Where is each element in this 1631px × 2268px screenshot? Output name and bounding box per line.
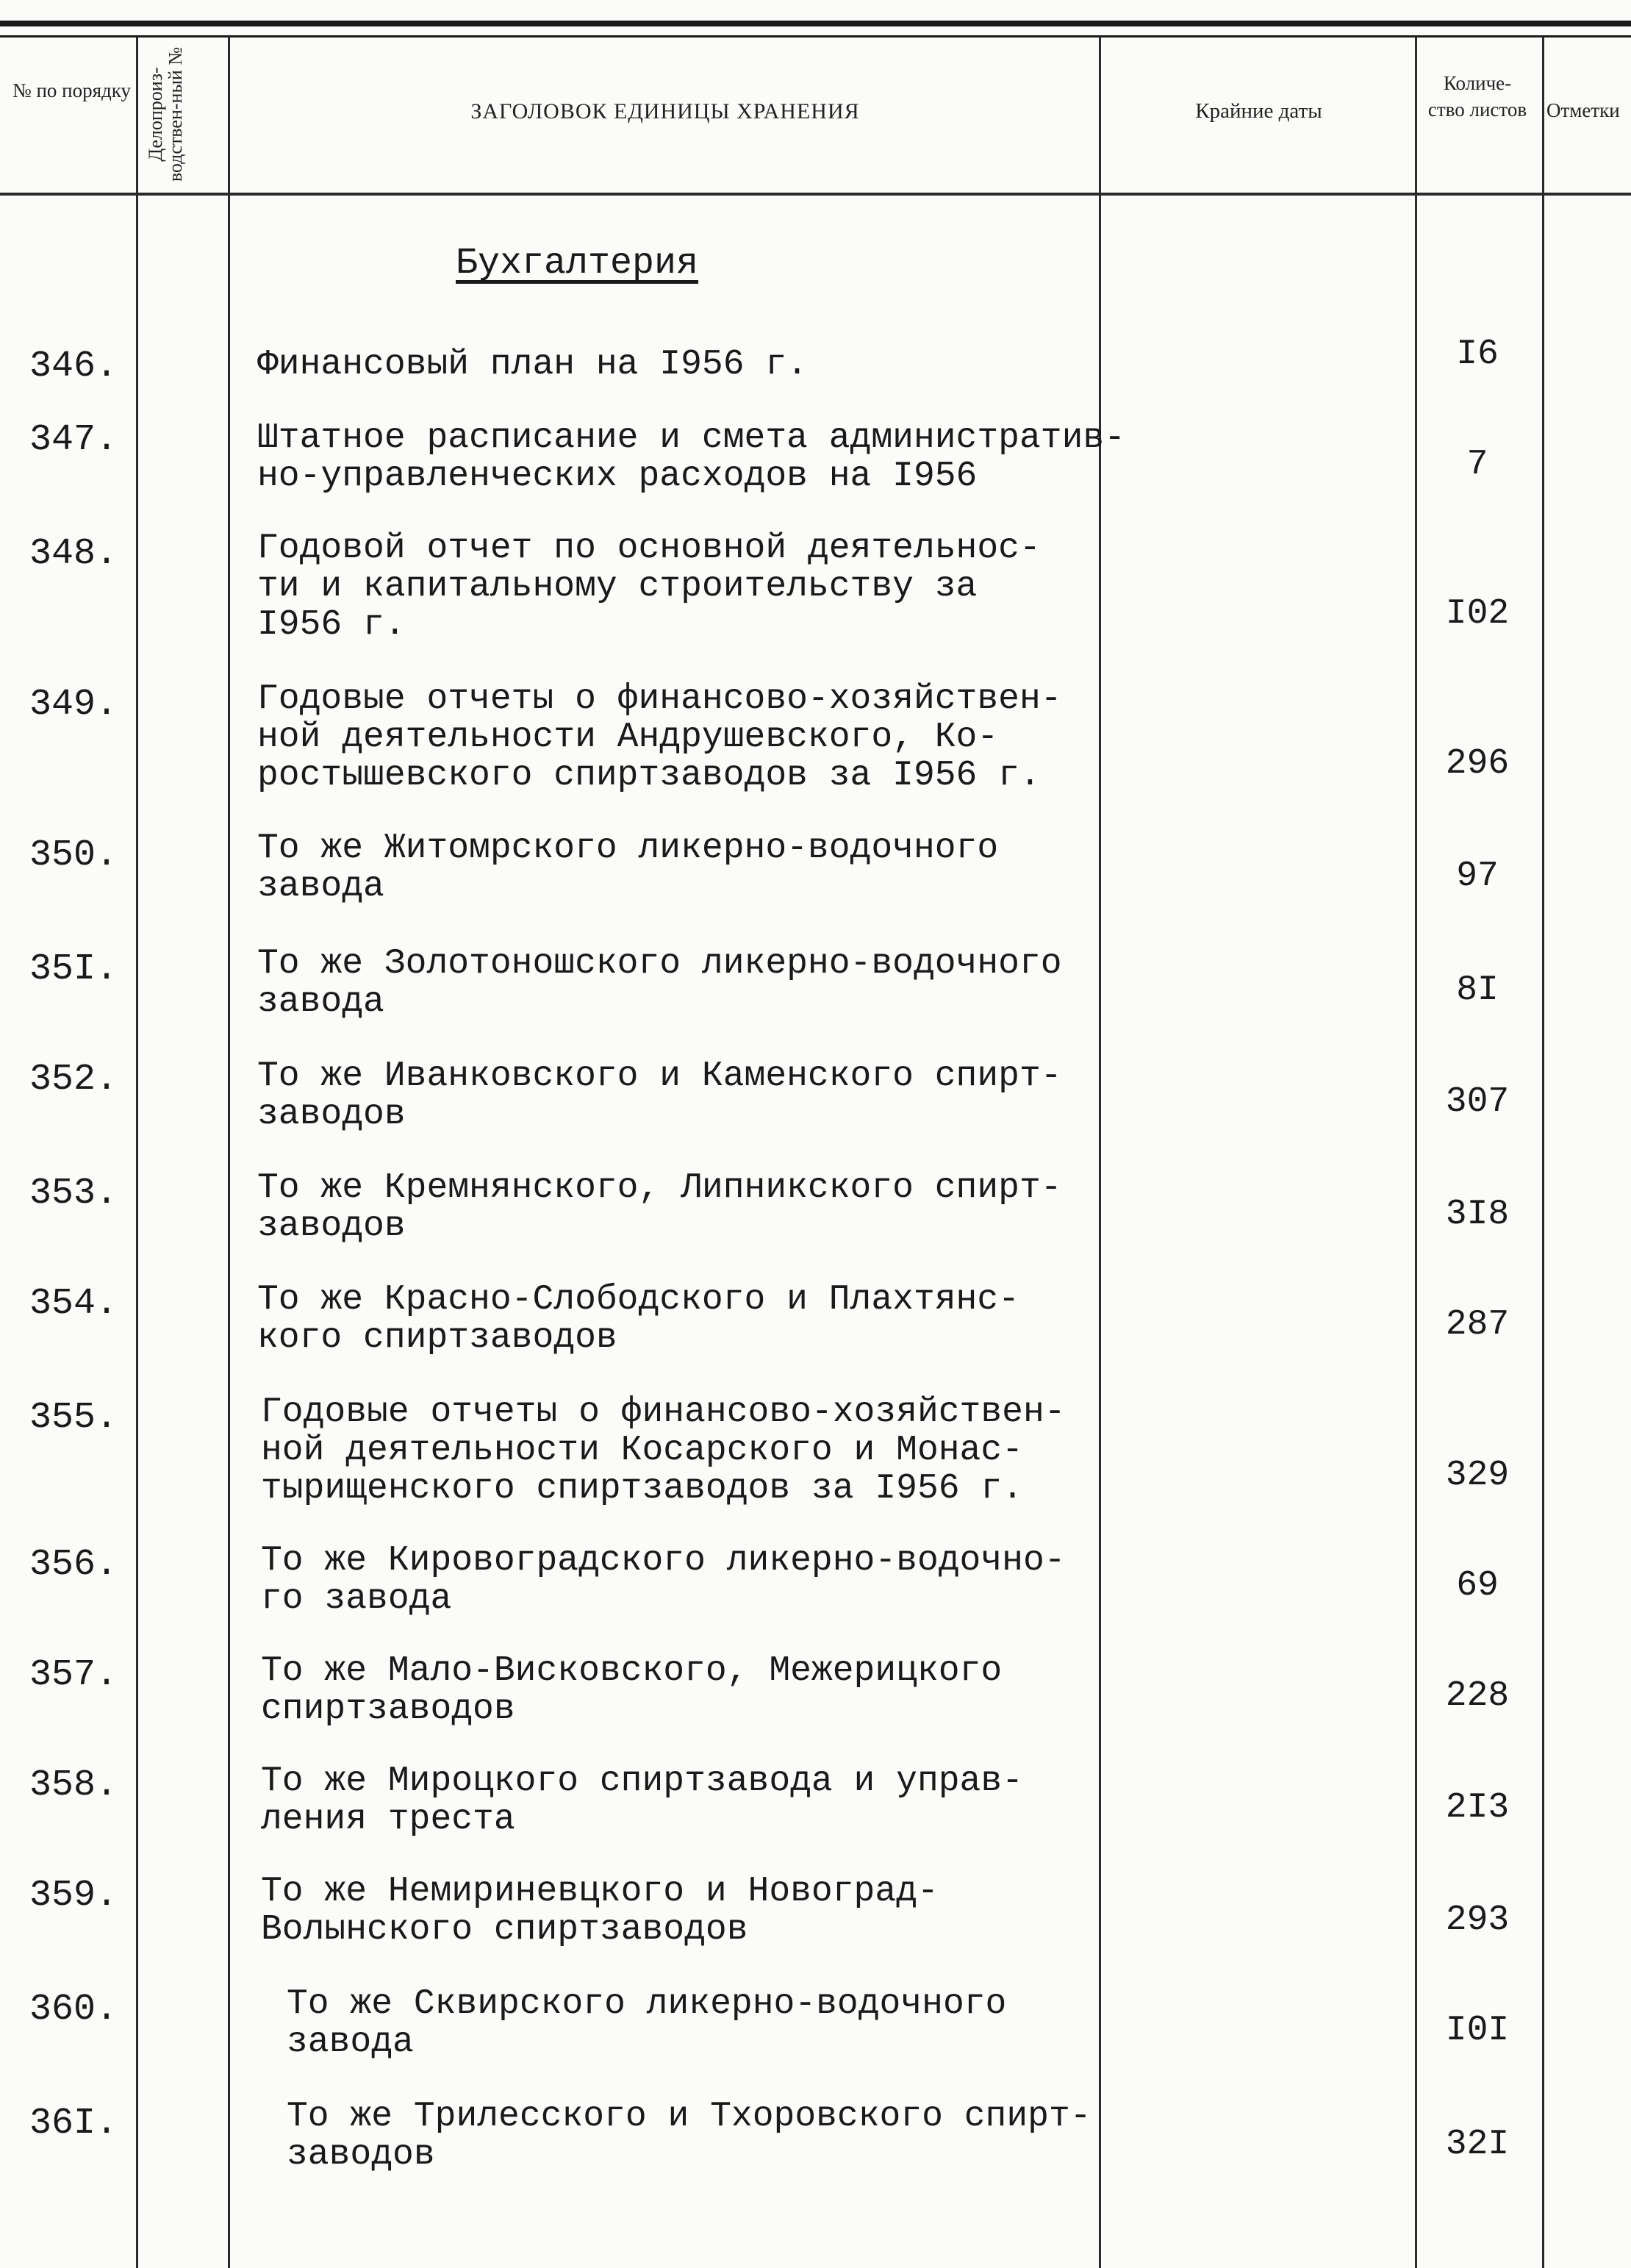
header-sheets — [1426, 70, 1529, 124]
row-sheets: 2I3 — [1445, 1788, 1510, 1828]
row-title: То же Сквирского ликерно-водочного завода — [287, 1984, 1007, 2062]
column-divider — [1542, 37, 1544, 2268]
row-number: 36I. — [29, 2103, 118, 2144]
row-title: То же Трилесского и Тхоровского спирт- заводов — [287, 2097, 1091, 2175]
row-sheets: 307 — [1445, 1082, 1510, 1122]
header-number — [11, 77, 132, 104]
row-sheets: 69 — [1456, 1566, 1499, 1606]
row-number: 352. — [29, 1059, 118, 1101]
row-title: То же Немириневцкого и Новоград- Волынского спиртзаводов — [261, 1872, 939, 1950]
header-office-number — [146, 39, 186, 190]
row-number: 358. — [29, 1764, 118, 1806]
row-sheets: 7 — [1466, 445, 1488, 484]
row-number: 348. — [29, 533, 118, 575]
row-number: 356. — [29, 1544, 118, 1586]
row-title: Штатное расписание и смета административ- но-управленческих расходов на I956 — [257, 418, 1125, 496]
header-notes-label: Отметки — [1546, 99, 1620, 121]
column-divider — [1099, 37, 1101, 2268]
header-title-label: ЗАГОЛОВОК ЕДИНИЦЫ ХРАНЕНИЯ — [470, 99, 860, 124]
row-title: То же Житомрского ликерно-водочного завода — [257, 829, 999, 906]
row-sheets: 8I — [1456, 970, 1499, 1010]
header-sheets-label: Количе-ство листов — [1427, 72, 1527, 121]
header-number-label: № по порядку — [12, 79, 132, 101]
row-title: Годовой отчет по основной деятельнос- ти и капитальному строительству за I956 г. — [257, 529, 1041, 645]
row-number: 360. — [29, 1989, 118, 2031]
row-number: 353. — [29, 1173, 118, 1215]
top-rule-thin — [0, 35, 1631, 37]
row-sheets: 329 — [1445, 1456, 1510, 1495]
row-sheets: I0I — [1445, 2011, 1510, 2050]
row-title: То же Золотоношского ликерно-водочного завода — [257, 944, 1062, 1022]
row-number: 35I. — [29, 948, 118, 990]
row-title: То же Кремнянского, Липникского спирт- заводов — [257, 1168, 1062, 1246]
row-title: То же Мироцкого спиртзавода и управ- ления треста — [261, 1761, 1023, 1839]
section-title: Бухгалтерия — [456, 243, 699, 285]
row-sheets: I02 — [1445, 594, 1510, 634]
row-number: 347. — [29, 419, 118, 461]
row-sheets: 3I8 — [1445, 1195, 1510, 1234]
row-number: 349. — [29, 684, 118, 726]
row-title: То же Иванковского и Каменского спирт- заводов — [257, 1056, 1062, 1134]
column-divider — [228, 37, 230, 2268]
row-sheets: 97 — [1456, 856, 1499, 896]
header-dates — [1106, 97, 1411, 126]
row-number: 355. — [29, 1397, 118, 1439]
row-sheets: 296 — [1445, 744, 1510, 784]
row-number: 354. — [29, 1283, 118, 1325]
header-title — [235, 97, 1095, 127]
row-title: То же Красно-Слободского и Плахтянс- кого спиртзаводов — [257, 1280, 1019, 1358]
header-office-number-label: Делопроиз-водствен-ный № — [145, 46, 187, 182]
header-dates-label: Крайние даты — [1195, 99, 1322, 123]
row-title: Годовые отчеты о финансово-хозяйствен- ной деятельности Косарского и Монас- тырищенского спиртзаводов за I956 г. — [261, 1392, 1066, 1509]
row-title: Финансовый план на I956 г. — [257, 345, 808, 384]
row-title: То же Кировоградского ликерно-водочно- го завода — [261, 1541, 1066, 1619]
row-number: 357. — [29, 1654, 118, 1696]
top-rule — [0, 21, 1631, 26]
row-number: 346. — [29, 346, 118, 387]
row-number: 359. — [29, 1875, 118, 1917]
row-sheets: 32I — [1445, 2125, 1510, 2164]
row-number: 350. — [29, 834, 118, 876]
row-title: То же Мало-Висковского, Межерицкого спиртзаводов — [261, 1651, 1003, 1729]
header-notes — [1546, 97, 1631, 124]
row-title: Годовые отчеты о финансово-хозяйствен- ной деятельности Андрушевского, Ко- ростышевского спиртзаводов за I956 г. — [257, 679, 1062, 795]
header-bottom-rule — [0, 193, 1631, 196]
row-sheets: 293 — [1445, 1900, 1510, 1940]
row-sheets: 287 — [1445, 1305, 1510, 1345]
row-sheets: I6 — [1456, 335, 1499, 374]
row-sheets: 228 — [1445, 1676, 1510, 1716]
